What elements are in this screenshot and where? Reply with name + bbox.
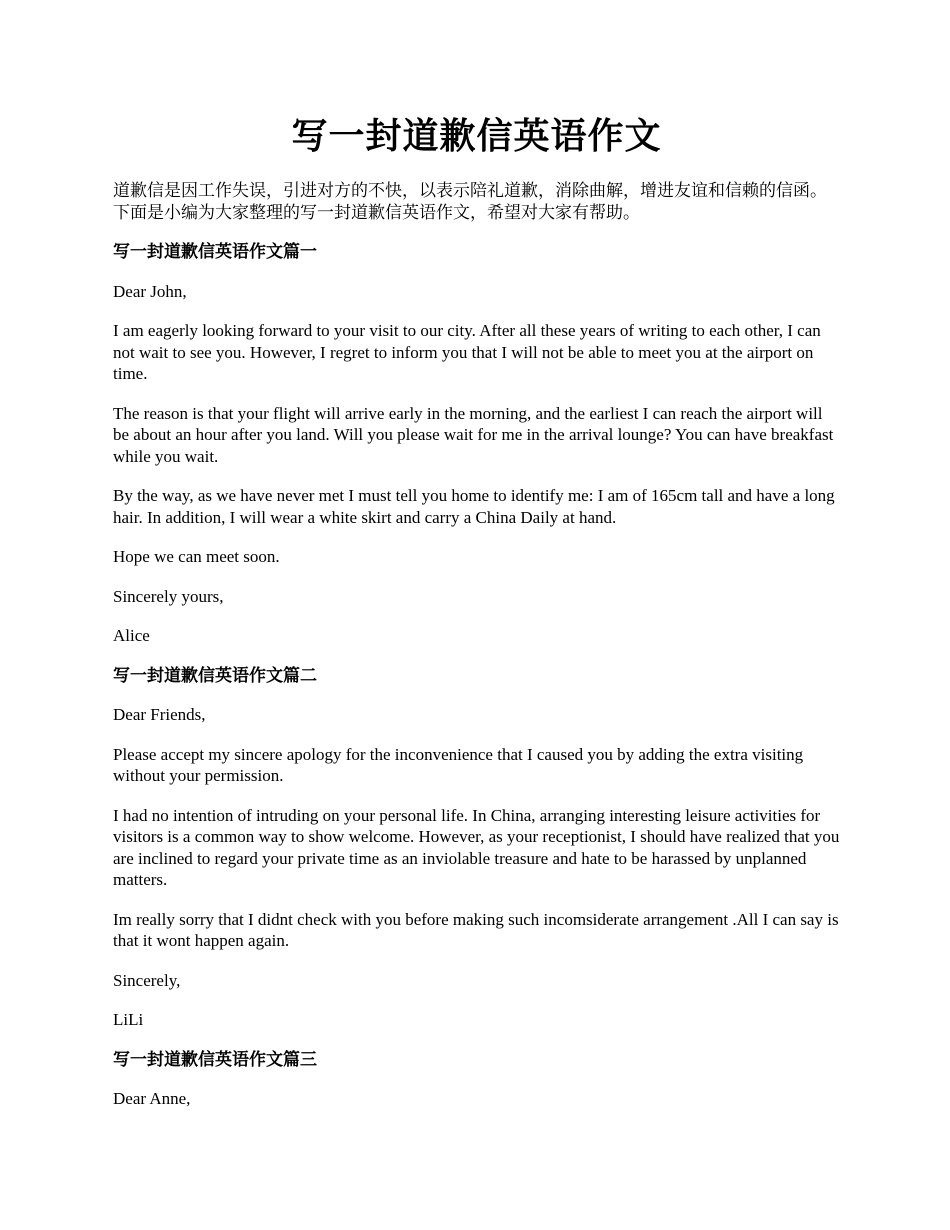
section-3 xyxy=(113,1049,840,1110)
salutation: Dear Friends, xyxy=(113,705,206,724)
closing: Sincerely, xyxy=(113,970,181,990)
salutation: Dear Anne, xyxy=(113,1089,191,1108)
signature: Alice xyxy=(113,626,150,645)
closing: Sincerely yours, xyxy=(113,586,224,606)
body-paragraph: By the way, as we have never met I must tell you home to identify me: I am of 165cm tall and have a long hair. In addition, I will wear a white skirt and carry a China Daily at hand. xyxy=(113,486,835,527)
section-1 xyxy=(113,241,840,647)
intro-paragraph: 道歉信是因工作失误，引进对方的不快，以表示陪礼道歉，消除曲解，增进友谊和信赖的信函。下面是小编为大家整理的写一封道歉信英语作文，希望对大家有帮助。 xyxy=(113,181,827,222)
section-heading: 写一封道歉信英语作文篇二 xyxy=(113,665,317,685)
salutation: Dear John, xyxy=(113,281,187,301)
document-title: 写一封道歉信英语作文 xyxy=(291,116,662,156)
body-paragraph: I am eagerly looking forward to your visit to our city. After all these years of writing to each other, I can not wait to see you. However, I regret to inform you that I will not be able to meet you at the airport on time. xyxy=(113,321,821,383)
signature: LiLi xyxy=(113,1010,144,1029)
section-heading: 写一封道歉信英语作文篇一 xyxy=(113,242,317,261)
body-paragraph: Hope we can meet soon. xyxy=(113,547,280,566)
document-page xyxy=(113,112,840,1128)
body-paragraph: Im really sorry that I didnt check with you before making such incomsiderate arrangement .All I can say is that it wont happen again. xyxy=(113,909,839,950)
body-paragraph: Please accept my sincere apology for the inconvenience that I caused you by adding the extra visiting without your permission. xyxy=(113,744,804,785)
section-2 xyxy=(113,665,840,1031)
body-paragraph: I had no intention of intruding on your personal life. In China, arranging interesting leisure activities for visitors is a common way to show welcome. However, as your receptionist, I should have realized that you are inclined to regard your private time as an inviolable treasure and hate to be harassed by unplanned matters. xyxy=(113,805,840,889)
body-paragraph: The reason is that your flight will arrive early in the morning, and the earliest I can reach the airport will be about an hour after you land. Will you please wait for me in the arrival lounge? You can have breakfast while you wait. xyxy=(113,403,834,466)
section-heading: 写一封道歉信英语作文篇三 xyxy=(113,1049,317,1069)
